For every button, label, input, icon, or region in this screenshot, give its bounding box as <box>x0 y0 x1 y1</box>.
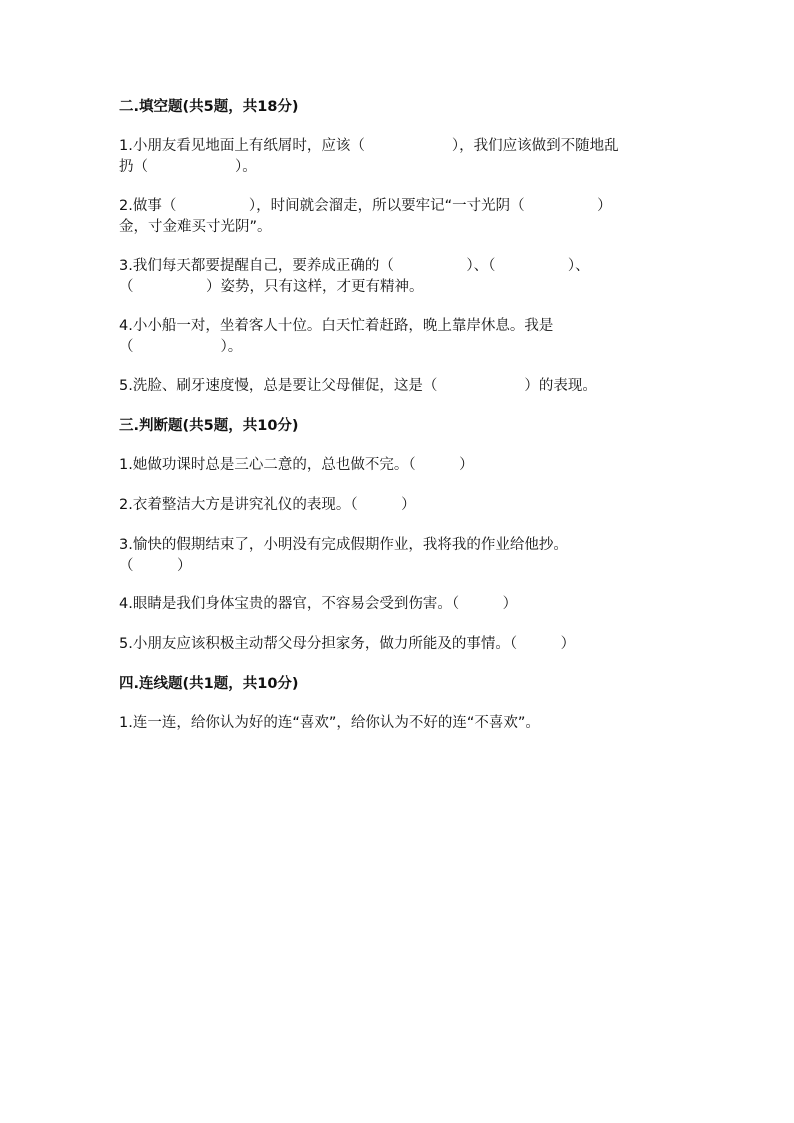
question-line: 扔（ ）。 <box>119 159 257 175</box>
question-line: 金，寸金难买寸光阴”。 <box>119 219 272 235</box>
question-line: （ ） <box>119 558 192 574</box>
question-line: （ ）。 <box>119 339 243 355</box>
section-title-true-false: 三.判断题(共5题，共10分) <box>119 418 299 434</box>
section-title-fill-blank: 二.填空题(共5题，共18分) <box>119 99 299 115</box>
fill-blank-question-3 <box>119 256 679 298</box>
fill-blank-question-4 <box>119 316 679 358</box>
question-line: （ ）姿势，只有这样，才更有精神。 <box>119 279 424 295</box>
question-line: 5.小朋友应该积极主动帮父母分担家务，做力所能及的事情。（ ） <box>119 636 576 652</box>
true-false-question-4 <box>119 594 679 615</box>
true-false-question-3 <box>119 535 679 577</box>
question-line: 2.做事（ ），时间就会溜走，所以要牢记“一寸光阴（ ） <box>119 198 612 214</box>
question-line: 5.洗脸、刷牙速度慢，总是要让父母催促，这是（ ）的表现。 <box>119 378 597 394</box>
question-line: 1.她做功课时总是三心二意的，总也做不完。（ ） <box>119 457 474 473</box>
true-false-question-1 <box>119 455 679 476</box>
fill-blank-question-5 <box>119 376 679 397</box>
question-line: 3.愉快的假期结束了，小明没有完成假期作业，我将我的作业给他抄。 <box>119 537 568 553</box>
question-line: 4.小小船一对，坐着客人十位。白天忙着赶路，晚上靠岸休息。我是 <box>119 318 554 334</box>
question-line: 3.我们每天都要提醒自己，要养成正确的（ ）、（ ）、 <box>119 258 590 274</box>
question-line: 1.小朋友看见地面上有纸屑时，应该（ ），我们应该做到不随地乱 <box>119 138 619 154</box>
question-line: 4.眼睛是我们身体宝贵的器官，不容易会受到伤害。（ ） <box>119 596 518 612</box>
fill-blank-question-2 <box>119 196 679 238</box>
section-title-matching: 四.连线题(共1题，共10分) <box>119 676 299 692</box>
question-line: 2.衣着整洁大方是讲究礼仪的表现。（ ） <box>119 497 416 513</box>
fill-blank-question-1 <box>119 136 679 178</box>
question-line: 1.连一连，给你认为好的连“喜欢”，给你认为不好的连“不喜欢”。 <box>119 715 540 731</box>
matching-question-1 <box>119 713 679 734</box>
true-false-question-5 <box>119 634 679 655</box>
true-false-question-2 <box>119 495 679 516</box>
